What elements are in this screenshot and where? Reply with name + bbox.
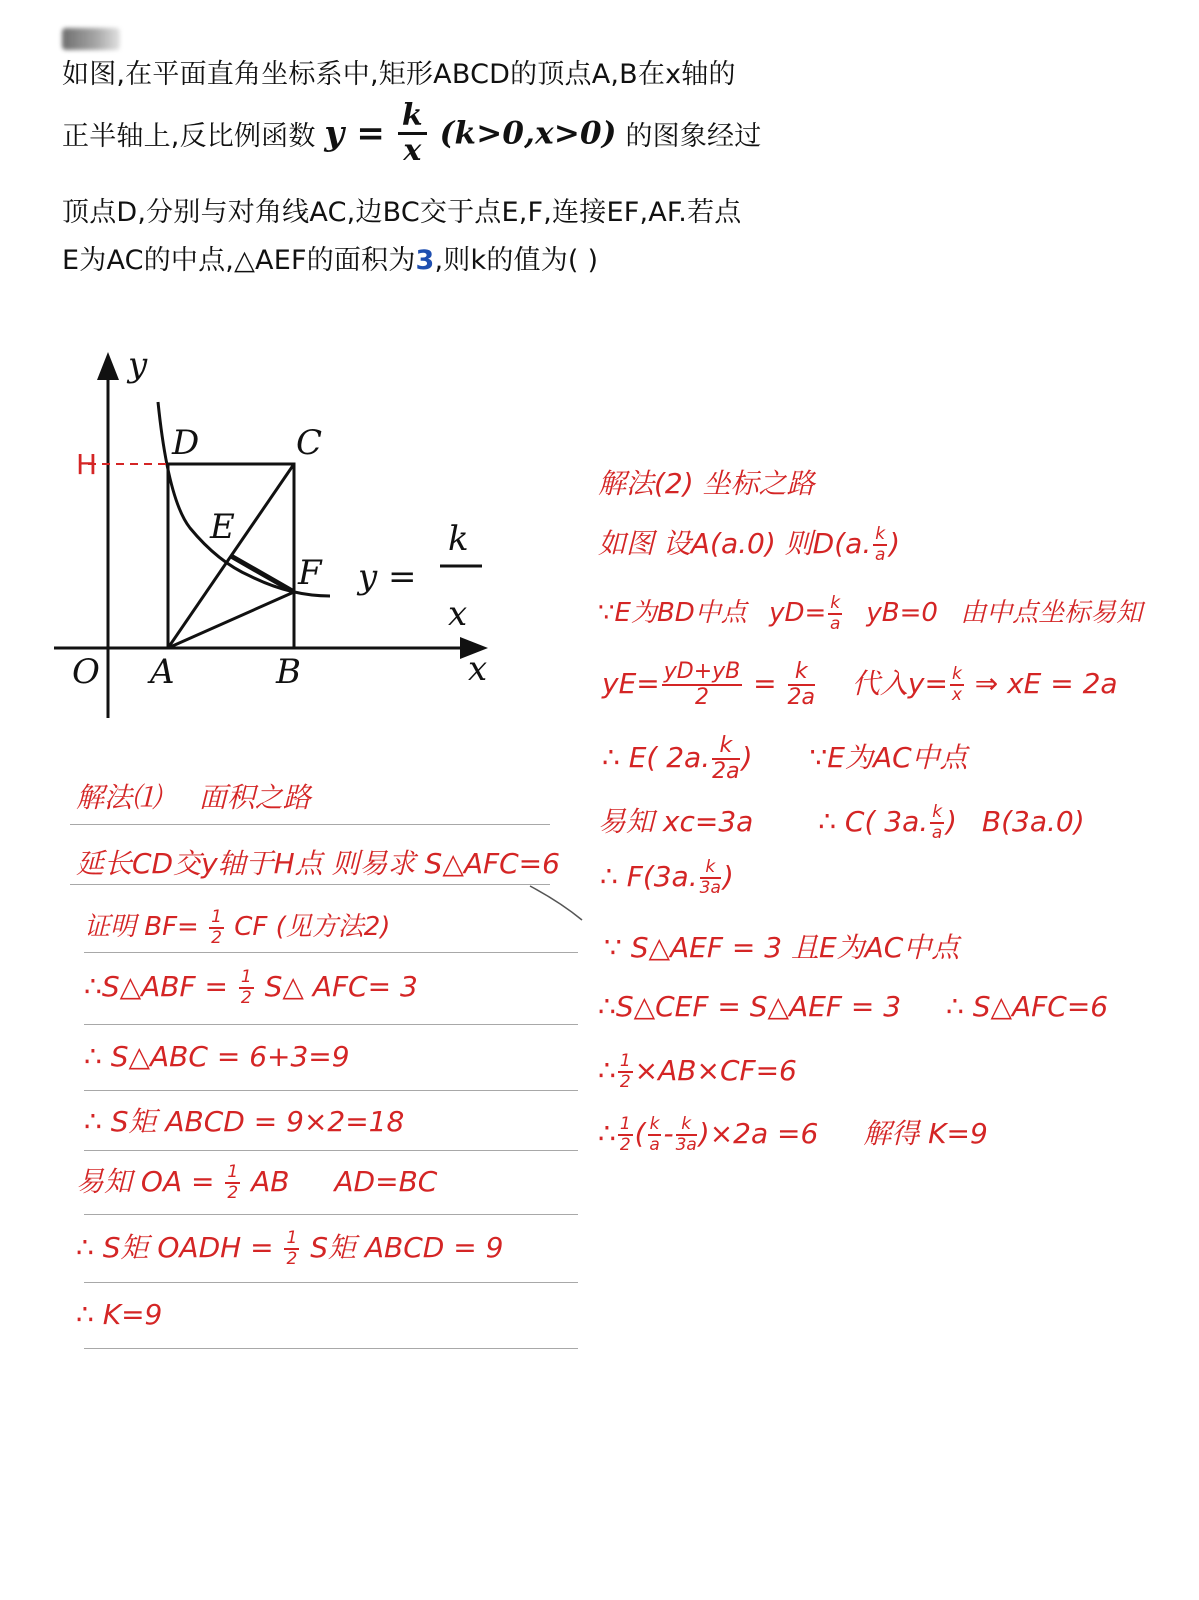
fraction-num: 1 xyxy=(619,1114,631,1134)
fraction-num: 1 xyxy=(227,1162,239,1182)
method2-l1-close: ) xyxy=(889,527,901,560)
method2-l5-close: ) xyxy=(946,805,957,838)
method2-l10-open: ( xyxy=(634,1117,646,1150)
problem-line-3: 顶点D,分别与对角线AC,边BC交于点E,F,连接EF,AF.若点 xyxy=(62,197,742,228)
fraction-num: 1 xyxy=(211,906,222,927)
method1-line-2-tail: CF (见方法2) xyxy=(234,912,391,942)
method2-l3-result: ⇒ xE = 2a xyxy=(974,667,1118,700)
fraction-den: 2a xyxy=(712,759,740,784)
fraction-num: 1 xyxy=(286,1228,298,1248)
rule xyxy=(84,1150,578,1151)
fraction-den: 2 xyxy=(211,927,222,948)
method2-l8-text: ∴S△CEF = S△AEF = 3 xyxy=(598,990,902,1023)
problem-line-4-text: E为AC的中点,△AEF的面积为 xyxy=(62,245,416,276)
method2-l2-yb: yB=0 xyxy=(866,598,938,628)
method2-l1-text: 如图 设A(a.0) 则D(a. xyxy=(598,527,872,560)
fraction-den: x xyxy=(951,685,962,705)
method2-title: 解法(2) 坐标之路 xyxy=(598,467,815,500)
curve-label-k: k xyxy=(448,519,469,559)
method2-line-4 xyxy=(602,734,968,784)
fraction-den: 3a xyxy=(675,1135,697,1155)
method2-l5-text: 易知 xc=3a xyxy=(598,805,754,838)
connector-stroke xyxy=(520,880,590,930)
method2-l4-text: ∴ E( 2a. xyxy=(602,741,711,774)
fraction-den: 2 xyxy=(240,988,252,1008)
method1-line-8: ∴ K=9 xyxy=(76,1298,163,1331)
fraction-num: k xyxy=(700,858,721,879)
rule xyxy=(84,1282,578,1283)
method1-line-2-text: 证明 BF= xyxy=(84,912,199,942)
fraction-num: k xyxy=(712,734,739,760)
method1-line-2 xyxy=(84,906,390,948)
function-condition: (k>0,x>0) xyxy=(439,115,617,152)
method2-l3-sub: 代入y= xyxy=(851,667,948,700)
method2-l10-minus: - xyxy=(663,1117,674,1150)
label-e: E xyxy=(210,507,235,547)
coordinate-diagram xyxy=(40,340,510,730)
fraction-den: 2 xyxy=(619,1135,631,1155)
method1-line-7-text: ∴ S矩 OADH = xyxy=(76,1231,274,1264)
method2-l6-text: ∴ F(3a. xyxy=(600,860,698,893)
label-f: F xyxy=(298,553,322,593)
method1-title-text: 解法⑴ xyxy=(76,781,161,814)
fraction-den: 2 xyxy=(286,1249,298,1269)
area-value: 3 xyxy=(415,245,435,276)
problem-line-2 xyxy=(62,100,761,167)
method2-l9-text: ∴ xyxy=(598,1054,616,1087)
method2-l9-tail: ×AB×CF=6 xyxy=(634,1054,797,1087)
method2-l10-text: ∴ xyxy=(598,1117,616,1150)
fraction-num: k xyxy=(830,592,841,613)
fraction-half xyxy=(225,1163,240,1203)
method1-line-7 xyxy=(76,1226,503,1269)
fraction-den: 2 xyxy=(694,685,709,710)
label-a: A xyxy=(150,652,175,692)
rule xyxy=(84,952,578,953)
fraction-den: a xyxy=(931,823,943,843)
method1-line-1-text: 延长CD交y轴于H点 则易求 xyxy=(76,847,416,880)
problem-line-2-text: 正半轴上,反比例函数 xyxy=(62,121,316,152)
method1-line-6-tail: AD=BC xyxy=(334,1165,438,1198)
method2-line-2 xyxy=(598,592,1142,634)
method2-l2-yd: yD= xyxy=(769,598,827,628)
method2-line-1 xyxy=(598,522,900,565)
label-c: C xyxy=(296,423,323,463)
method2-line-10 xyxy=(598,1112,988,1155)
problem-line-1: 如图,在平面直角坐标系中,矩形ABCD的顶点A,B在x轴的 xyxy=(62,59,736,90)
problem-line-4 xyxy=(62,238,598,277)
method1-line-5: ∴ S矩 ABCD = 9×2=18 xyxy=(84,1105,405,1138)
method2-line-9 xyxy=(598,1052,797,1092)
fraction-num: k xyxy=(649,1114,660,1134)
problem-line-2-tail: 的图象经过 xyxy=(625,121,762,152)
fraction-num: 1 xyxy=(240,967,252,987)
method1-line-6-ab: AB xyxy=(251,1165,290,1198)
method2-l6-close: ) xyxy=(722,860,734,893)
label-o: O xyxy=(72,652,100,692)
method2-line-6 xyxy=(600,858,734,898)
rule xyxy=(70,884,550,885)
fraction-k-over-3a xyxy=(700,858,721,898)
function-numerator: k xyxy=(398,100,427,135)
fraction-den: a xyxy=(874,545,886,565)
method2-l3-eq: = xyxy=(753,667,777,700)
fraction-k-over-a xyxy=(930,803,944,843)
method2-l4-close: ) xyxy=(741,741,753,774)
label-b: B xyxy=(276,652,301,692)
method1-line-1-area: S△AFC=6 xyxy=(424,847,560,880)
label-x: x xyxy=(468,649,488,689)
fraction-den: 2 xyxy=(619,1072,631,1092)
fraction-num: k xyxy=(788,660,815,686)
curve-label-y: y = xyxy=(358,557,417,597)
label-h: H xyxy=(76,448,98,481)
fraction-den: 2a xyxy=(787,685,816,710)
method2-l4-tail: ∵E为AC中点 xyxy=(809,741,968,774)
label-y: y xyxy=(128,345,148,385)
method2-line-7: ∵ S△AEF = 3 且E为AC中点 xyxy=(604,931,960,964)
fraction-num: 1 xyxy=(619,1051,631,1071)
fraction-den: a xyxy=(830,613,841,634)
method2-l2-text: ∵E为BD中点 xyxy=(598,598,747,628)
method1-line-7-tail: S矩 ABCD = 9 xyxy=(310,1231,504,1264)
method1-line-1 xyxy=(76,842,560,882)
fraction-den: 3a xyxy=(699,878,721,898)
fraction-k-over-2a xyxy=(712,734,739,784)
fraction-num: k xyxy=(932,802,943,822)
label-d: D xyxy=(172,423,200,463)
fraction-den: 2 xyxy=(227,1183,239,1203)
function-y: y = xyxy=(324,113,386,154)
fraction-num: k xyxy=(676,1115,697,1136)
fraction-k-over-a xyxy=(828,594,842,634)
fraction-k-over-2a xyxy=(788,660,815,710)
method2-l5-tail: B(3a.0) xyxy=(981,805,1085,838)
method2-line-8 xyxy=(598,990,1108,1023)
rule xyxy=(84,1090,578,1091)
y-axis-arrow xyxy=(97,352,119,380)
fraction-half xyxy=(618,1115,633,1155)
method1-title xyxy=(76,776,311,816)
fraction-half xyxy=(618,1052,633,1092)
fraction-half xyxy=(239,968,254,1008)
fraction-midpoint xyxy=(662,660,743,710)
method1-line-3-tail: S△ AFC= 3 xyxy=(264,970,418,1003)
method1-line-3 xyxy=(84,968,418,1008)
fraction-k-over-a xyxy=(648,1115,662,1155)
method1-line-4: ∴ S△ABC = 6+3=9 xyxy=(84,1040,350,1073)
method2-l10-close: )×2a =6 xyxy=(698,1117,819,1150)
rule xyxy=(84,1348,578,1349)
method1-line-6-text: 易知 OA = xyxy=(76,1165,215,1198)
rule xyxy=(70,824,550,825)
fraction-half xyxy=(284,1229,299,1269)
method1-line-6 xyxy=(76,1160,437,1203)
method2-l3-ye: yE= xyxy=(602,667,660,700)
method2-line-5 xyxy=(598,800,1085,843)
fraction-half xyxy=(209,908,224,948)
method2-l8-tail: ∴ S△AFC=6 xyxy=(945,990,1109,1023)
blurred-mark xyxy=(62,28,120,50)
method2-l10-tail: 解得 K=9 xyxy=(863,1117,988,1150)
method2-l5-mid: ∴ C( 3a. xyxy=(818,805,929,838)
function-denominator: x xyxy=(403,133,422,168)
fraction-num: yD+yB xyxy=(663,659,741,684)
method1-line-3-text: ∴S△ABF = xyxy=(84,970,228,1003)
rule xyxy=(84,1214,578,1215)
segment-ef xyxy=(231,556,294,592)
fraction-num: k xyxy=(875,524,886,544)
curve-label-x: x xyxy=(448,594,468,634)
method1-subtitle: 面积之路 xyxy=(198,781,311,814)
fraction-num: k xyxy=(951,664,962,684)
fraction-den: a xyxy=(649,1135,660,1155)
rule xyxy=(84,1024,578,1025)
function-fraction xyxy=(398,100,427,167)
fraction-k-over-3a xyxy=(676,1115,697,1155)
fraction-k-over-a xyxy=(873,525,887,565)
method2-l2-tail: 由中点坐标易知 xyxy=(960,598,1143,628)
method2-line-3 xyxy=(602,660,1118,710)
problem-line-4-tail: ,则k的值为( ) xyxy=(434,245,599,276)
fraction-k-over-x xyxy=(950,665,964,705)
